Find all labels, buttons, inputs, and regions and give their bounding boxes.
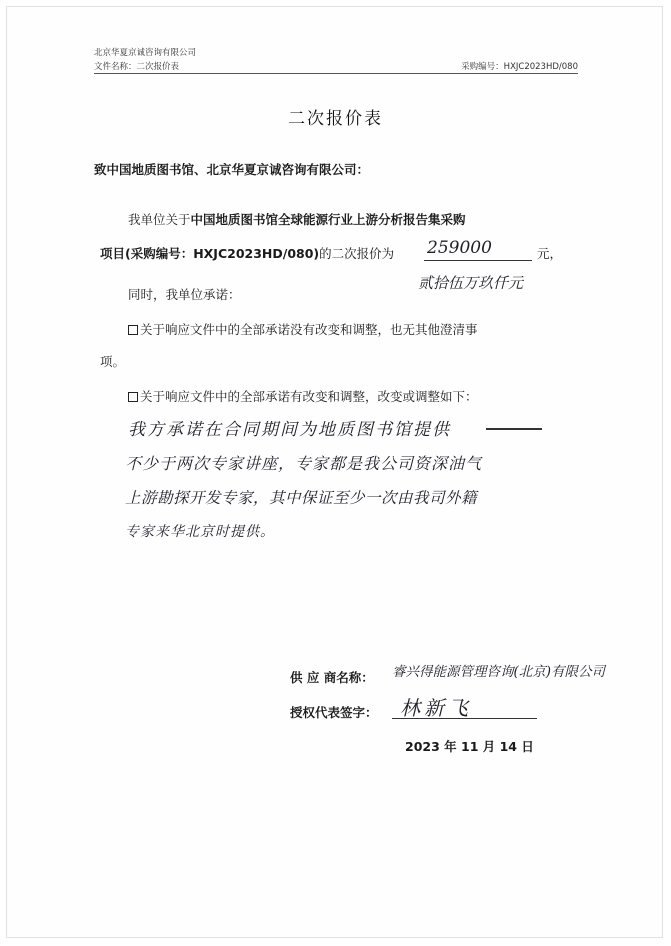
header-rule bbox=[94, 73, 578, 74]
option-2 bbox=[128, 387, 478, 405]
handwritten-line-1: 我方承诺在合同期间为地质图书馆提供 bbox=[128, 420, 451, 440]
option-1-continued: 项。 bbox=[100, 354, 126, 369]
price-underline bbox=[424, 260, 532, 261]
rep-signature: 林新飞 bbox=[400, 696, 472, 720]
supplier-name: 睿兴得能源管理咨询(北京)有限公司 bbox=[392, 664, 606, 680]
price-unit: 元， bbox=[537, 246, 563, 261]
price-in-words: 贰拾伍万玖仟元 bbox=[418, 274, 524, 292]
option-2-text: 关于响应文件中的全部承诺有改变和调整，改变或调整如下： bbox=[140, 389, 478, 404]
strikethrough-mark bbox=[486, 428, 542, 430]
signature-line bbox=[392, 718, 537, 719]
header-company: 北京华夏京诚咨询有限公司 bbox=[94, 48, 197, 58]
option-1-checkbox[interactable] bbox=[128, 325, 138, 335]
body-line-1 bbox=[128, 210, 466, 228]
price-handwritten: 259000 bbox=[427, 238, 492, 258]
handwritten-line-2: 不少于两次专家讲座，专家都是我公司资深油气 bbox=[125, 454, 483, 473]
salutation: 致中国地质图书馆、北京华夏京诚咨询有限公司： bbox=[94, 162, 370, 177]
handwritten-line-3: 上游勘探开发专家，其中保证至少一次由我司外籍 bbox=[125, 489, 478, 507]
option-1 bbox=[128, 320, 478, 338]
handwritten-line-4: 专家来华北京时提供。 bbox=[125, 524, 275, 540]
supplier-label: 供 应 商名称： bbox=[290, 670, 374, 685]
header-procurement-no: 采购编号：HXJC2023HD/080 bbox=[461, 62, 578, 72]
body-p2-b: 的二次报价为 bbox=[319, 246, 395, 261]
project-name: 中国地质图书馆全球能源行业上游分析报告集采购 bbox=[190, 212, 466, 227]
body-line-2 bbox=[100, 244, 394, 262]
header-file-name: 文件名称：二次报价表 bbox=[94, 62, 180, 72]
commitment-intro: 同时，我单位承诺： bbox=[128, 287, 241, 302]
option-1-text: 关于响应文件中的全部承诺没有改变和调整，也无其他澄清事 bbox=[140, 322, 478, 337]
option-2-checkbox[interactable] bbox=[128, 392, 138, 402]
project-procurement-no: 项目(采购编号：HXJC2023HD/080) bbox=[100, 246, 320, 261]
date: 2023 年 11 月 14 日 bbox=[405, 739, 534, 754]
rep-label: 授权代表签字： bbox=[290, 705, 378, 720]
body-p1-a: 我单位关于 bbox=[128, 212, 191, 227]
page-title: 二次报价表 bbox=[288, 109, 383, 129]
